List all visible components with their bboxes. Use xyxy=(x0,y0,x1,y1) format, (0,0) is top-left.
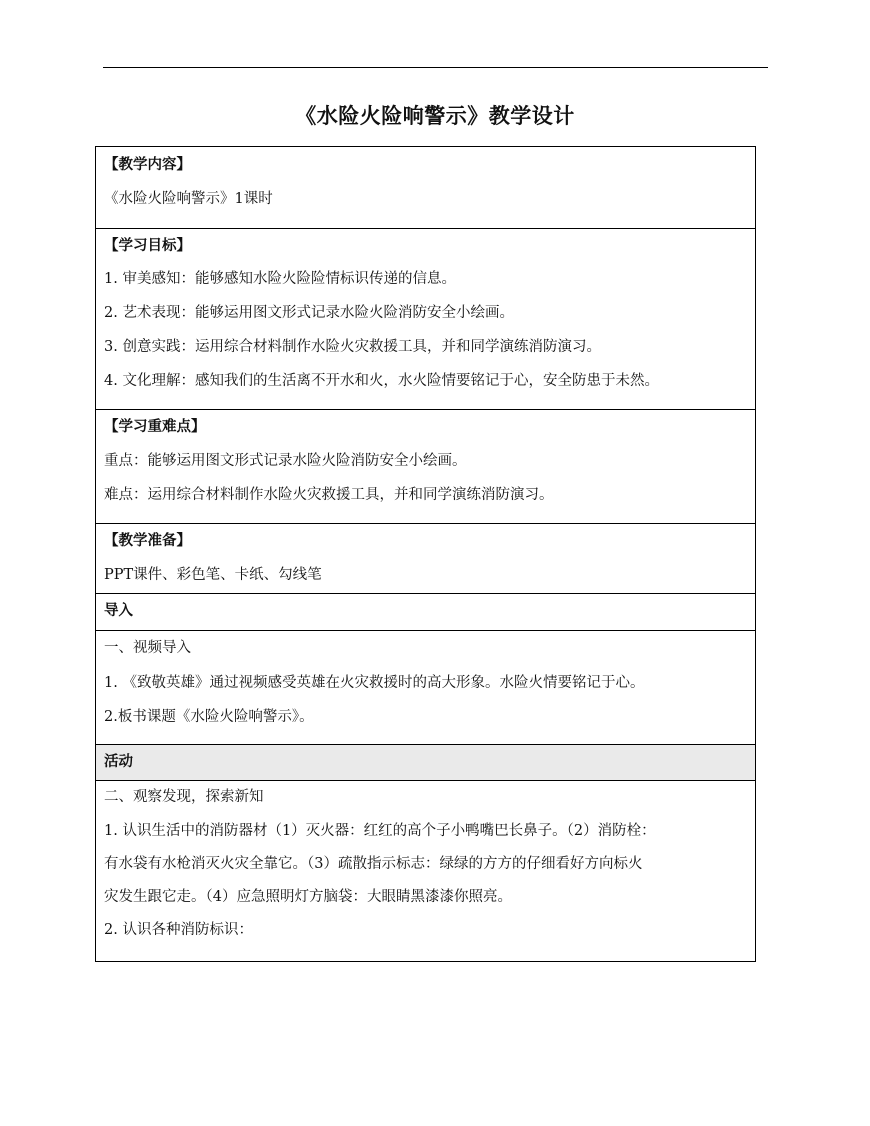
header-rule xyxy=(103,67,768,68)
section-line: 有水袋有水枪消灭火灾全靠它。（3）疏散指示标志：绿绿的方方的仔细看好方向标火 xyxy=(104,856,643,872)
section-heading: 活动 xyxy=(104,754,133,770)
section-key-points xyxy=(96,410,755,524)
section-line: 1. 认识生活中的消防器材（1）灭火器：红红的高个子小鸭嘴巴长鼻子。（2）消防栓： xyxy=(104,823,656,839)
section-learning-goals xyxy=(96,229,755,410)
section-line: 3. 创意实践：运用综合材料制作水险火灾救援工具，并和同学演练消防演习。 xyxy=(104,339,601,355)
section-line: 2. 艺术表现：能够运用图文形式记录水险火险消防安全小绘画。 xyxy=(104,305,514,321)
section-preparation xyxy=(96,524,755,594)
section-heading: 【教学内容】 xyxy=(104,157,191,173)
section-line: 2.板书课题《水险火险响警示》。 xyxy=(104,709,314,725)
section-line: 灾发生跟它走。（4）应急照明灯方脑袋：大眼睛黑漆漆你照亮。 xyxy=(104,889,512,905)
section-heading: 【学习目标】 xyxy=(104,238,191,254)
section-teaching-content xyxy=(96,147,755,229)
section-activity-heading xyxy=(96,745,755,781)
section-heading: 【教学准备】 xyxy=(104,533,191,549)
section-line: 重点：能够运用图文形式记录水险火险消防安全小绘画。 xyxy=(104,453,467,469)
section-line: 《水险火险响警示》1课时 xyxy=(104,191,273,207)
section-line: 1. 审美感知：能够感知水险火险险情标识传递的信息。 xyxy=(104,271,456,287)
section-heading: 导入 xyxy=(104,603,133,619)
section-line: PPT课件、彩色笔、卡纸、勾线笔 xyxy=(104,567,322,583)
section-line: 难点：运用综合材料制作水险火灾救援工具，并和同学演练消防演习。 xyxy=(104,487,554,503)
section-line: 2. 认识各种消防标识： xyxy=(104,922,253,938)
section-intro xyxy=(96,631,755,745)
section-intro-heading xyxy=(96,594,755,631)
lesson-plan-table xyxy=(95,146,756,962)
section-activity xyxy=(96,781,755,962)
document-title: 《水险火险响警示》教学设计 xyxy=(295,104,575,128)
section-line: 二、观察发现，探索新知 xyxy=(104,789,264,805)
section-line: 4. 文化理解：感知我们的生活离不开水和火，水火险情要铭记于心，安全防患于未然。 xyxy=(104,373,659,389)
section-line: 一、视频导入 xyxy=(104,640,191,656)
section-line: 1. 《致敬英雄》通过视频感受英雄在火灾救援时的高大形象。水险火情要铭记于心。 xyxy=(104,675,645,691)
section-heading: 【学习重难点】 xyxy=(104,419,206,435)
